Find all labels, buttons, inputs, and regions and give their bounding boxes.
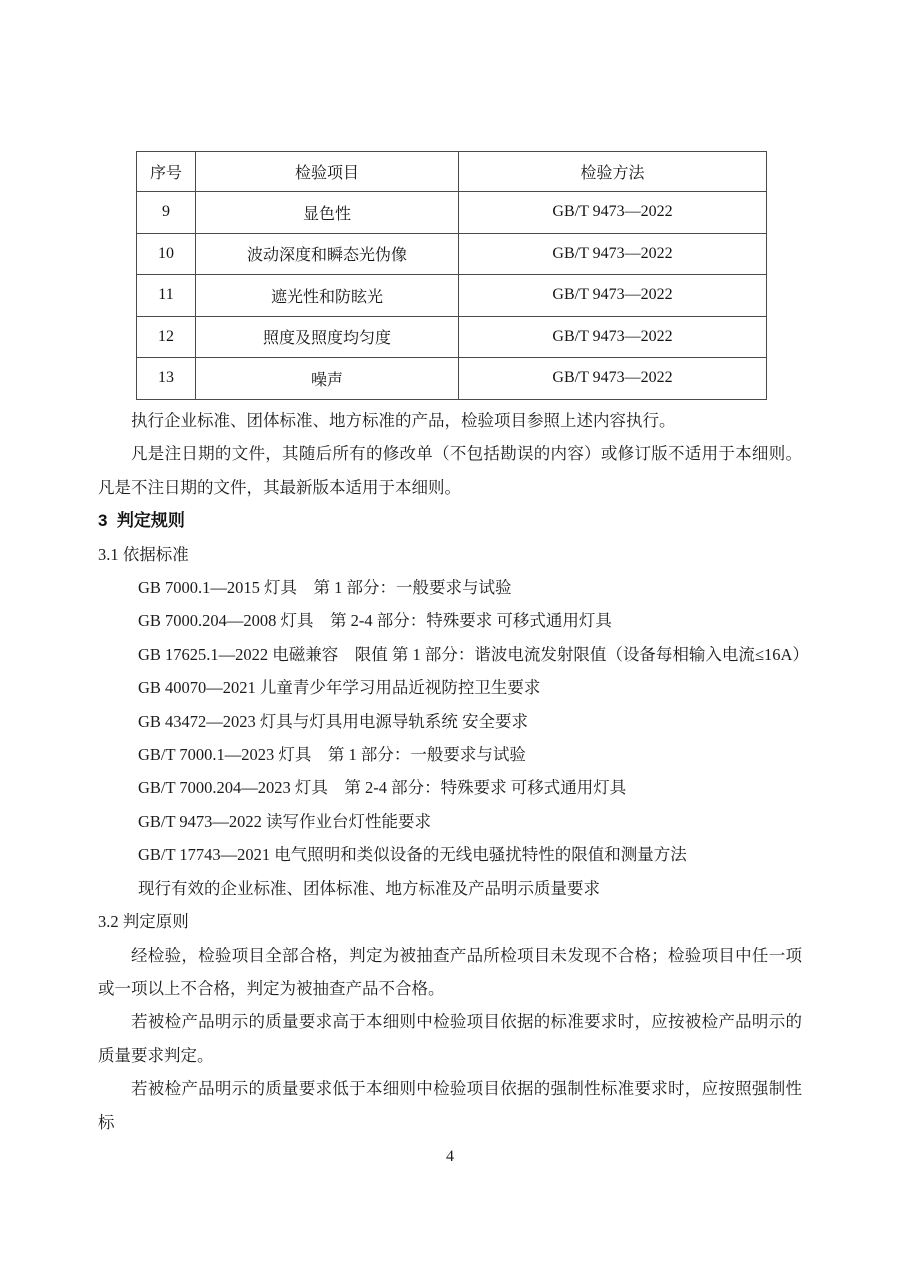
row-method: GB/T 9473—2022 (459, 275, 767, 317)
standard-item: GB 43472—2023 灯具与灯具用电源导轨系统 安全要求 (138, 711, 529, 731)
standards-list (98, 571, 809, 905)
paragraph-lower-standard: 若被检产品明示的质量要求低于本细则中检验项目依据的强制性标准要求时，应按照强制性标 (98, 1079, 802, 1132)
row-no: 12 (137, 316, 196, 358)
row-no: 13 (137, 358, 196, 400)
row-method: GB/T 9473—2022 (459, 233, 767, 275)
standard-item: GB/T 7000.1—2023 灯具 第 1 部分：一般要求与试验 (138, 745, 526, 765)
row-method: GB/T 9473—2022 (459, 358, 767, 400)
standard-item: 现行有效的企业标准、团体标准、地方标准及产品明示质量要求 (138, 878, 600, 898)
row-no: 10 (137, 233, 196, 275)
table-header-no: 序号 (137, 152, 196, 192)
table-row (137, 233, 767, 275)
document-body (98, 404, 809, 1139)
table-row (137, 316, 767, 358)
table-header-method: 检验方法 (459, 152, 767, 192)
row-method: GB/T 9473—2022 (459, 316, 767, 358)
row-item: 显色性 (196, 192, 459, 234)
standard-item: GB 17625.1—2022 电磁兼容 限值 第 1 部分：谐波电流发射限值（设备每相输入电流≤16A） (138, 644, 809, 664)
row-item: 波动深度和瞬态光伪像 (196, 233, 459, 275)
standard-item: GB 40070—2021 儿童青少年学习用品近视防控卫生要求 (138, 678, 541, 698)
row-no: 11 (137, 275, 196, 317)
standard-item: GB 7000.1—2015 灯具 第 1 部分：一般要求与试验 (138, 578, 512, 598)
table-header-item: 检验项目 (196, 152, 459, 192)
paragraph-higher-standard: 若被检产品明示的质量要求高于本细则中检验项目依据的标准要求时，应按被检产品明示的质量要求判定。 (98, 1012, 802, 1065)
paragraph-pass-criteria: 经检验，检验项目全部合格，判定为被抽查产品所检项目未发现不合格；检验项目中任一项或一项以上不合格，判定为被抽查产品不合格。 (98, 945, 802, 998)
paragraph-enterprise-standards: 执行企业标准、团体标准、地方标准的产品，检验项目参照上述内容执行。 (131, 411, 676, 430)
inspection-items-table (136, 151, 767, 400)
table-row (137, 275, 767, 317)
row-item: 遮光性和防眩光 (196, 275, 459, 317)
row-item: 噪声 (196, 358, 459, 400)
table-row (137, 192, 767, 234)
row-no: 9 (137, 192, 196, 234)
table-header-row (137, 152, 767, 192)
row-item: 照度及照度均匀度 (196, 316, 459, 358)
table-row (137, 358, 767, 400)
paragraph-dated-documents: 凡是注日期的文件，其随后所有的修改单（不包括勘误的内容）或修订版不适用于本细则。凡是不注日期的文件，其最新版本适用于本细则。 (98, 444, 802, 497)
standard-item: GB/T 9473—2022 读写作业台灯性能要求 (138, 811, 432, 831)
standard-item: GB/T 17743—2021 电气照明和类似设备的无线电骚扰特性的限值和测量方法 (138, 845, 687, 865)
section-3-heading: 3 判定规则 (98, 511, 185, 531)
section-3-1-heading: 3.1 依据标准 (98, 544, 189, 564)
page-number: 4 (446, 1148, 454, 1165)
standard-item: GB/T 7000.204—2023 灯具 第 2-4 部分：特殊要求 可移式通用灯具 (138, 778, 627, 798)
standard-item: GB 7000.204—2008 灯具 第 2-4 部分：特殊要求 可移式通用灯具 (138, 611, 612, 631)
section-3-2-heading: 3.2 判定原则 (98, 912, 189, 932)
row-method: GB/T 9473—2022 (459, 192, 767, 234)
